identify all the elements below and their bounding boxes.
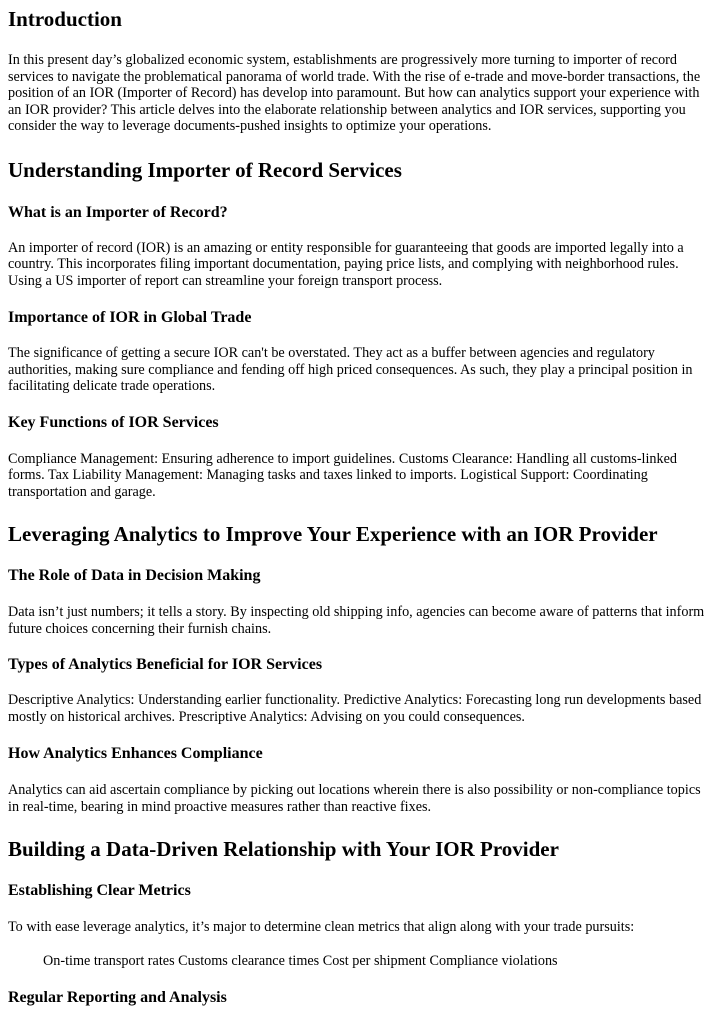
- heading-analytics-compliance: How Analytics Enhances Compliance: [8, 745, 263, 762]
- paragraph-what-is-ior: An importer of record (IOR) is an amazing or entity responsible for guaranteeing that goods are imported legally into a country. This incorporates filing important documentation, paying price lists, and complying with neighborhood rules. Using a US importer of report can streamline your foreign transport process.: [8, 239, 684, 289]
- article: [0, 6, 720, 1008]
- heading-leveraging-analytics: Leveraging Analytics to Improve Your Experience with an IOR Provider: [8, 522, 658, 546]
- heading-what-is-ior: What is an Importer of Record?: [8, 203, 228, 221]
- heading-key-functions: Key Functions of IOR Services: [8, 413, 219, 431]
- paragraph-role-of-data: Data isn’t just numbers; it tells a story. By inspecting old shipping info, agencies can become aware of patterns that inform future choices concerning their furnish chains.: [8, 604, 705, 637]
- heading-types-of-analytics: Types of Analytics Beneficial for IOR Services: [8, 656, 323, 673]
- paragraph-clear-metrics: To with ease leverage analytics, it’s major to determine clean metrics that align along with your trade pursuits:: [8, 919, 635, 935]
- heading-importance-of-ior: Importance of IOR in Global Trade: [8, 309, 252, 326]
- heading-understanding-ior-services: Understanding Importer of Record Services: [8, 157, 402, 182]
- metrics-list: On-time transport rates Customs clearance times Cost per shipment Compliance violations: [43, 952, 558, 969]
- paragraph-types-of-analytics: Descriptive Analytics: Understanding earlier functionality. Predictive Analytics: Forecasting long run developments based mostly on historical archives. Prescriptive Analytics: Advising on you could consequences.: [8, 692, 702, 725]
- paragraph-analytics-compliance: Analytics can aid ascertain compliance by picking out locations wherein there is also possibility or non-compliance topics in real-time, bearing in mind proactive measures rather than reactive fixes.: [8, 782, 701, 815]
- paragraph-introduction: In this present day’s globalized economic system, establishments are progressively more turning to importer of record services to navigate the problematical panorama of world trade. With the rise of e-trade and move-border transactions, the position of an IOR (Importer of Record) has develop into paramount. But how can analytics support your experience with an IOR provider? This article delves into the elaborate relationship between analytics and IOR services, supporting you consider the way to leverage documents-pushed insights to optimize your operations.: [8, 52, 701, 134]
- heading-building-relationship: Building a Data-Driven Relationship with Your IOR Provider: [8, 837, 559, 861]
- paragraph-importance-of-ior: The significance of getting a secure IOR can't be overstated. They act as a buffer between agencies and regulatory authorities, making sure compliance and fending off high priced consequences. As such, they play a principal position in facilitating delicate trade operations.: [8, 345, 693, 394]
- paragraph-key-functions: Compliance Management: Ensuring adherence to import guidelines. Customs Clearance: Handling all customs-linked forms. Tax Liability Management: Managing tasks and taxes linked to imports. Logistical Support: Coordinating transportation and garage.: [8, 450, 678, 500]
- heading-introduction: Introduction: [8, 7, 122, 31]
- heading-regular-reporting: Regular Reporting and Analysis: [8, 989, 227, 1006]
- heading-clear-metrics: Establishing Clear Metrics: [8, 882, 191, 899]
- heading-role-of-data: The Role of Data in Decision Making: [8, 567, 261, 584]
